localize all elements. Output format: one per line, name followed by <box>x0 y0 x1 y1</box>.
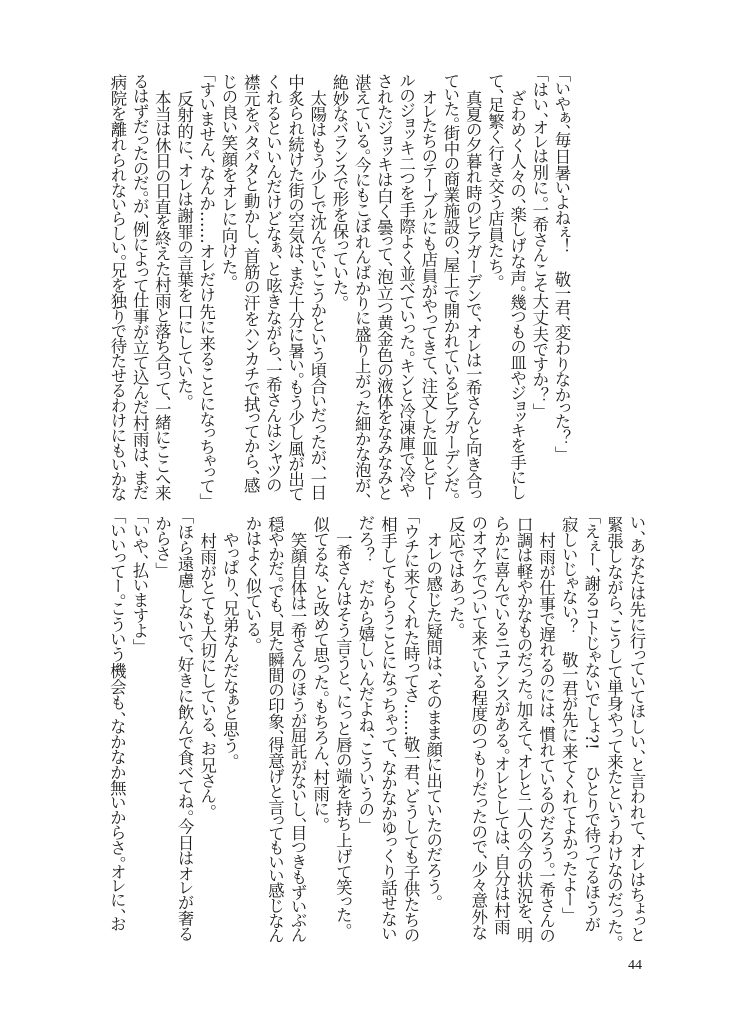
page-number: 44 <box>628 958 642 973</box>
text-line: 本当は休日の日直を終えた村雨と落ち合って、一緒にここへ来 <box>152 74 172 501</box>
text-line: ルのジョッキ二つを手際よく並べていった。キンと冷凍庫で冷や <box>396 74 416 498</box>
text-line: 「すいません、なんか……オレだけ先に来ることになっちゃって」 <box>196 74 216 502</box>
text-line: い、あなたは先に行っていてほしい、と言われて、オレはちょっと <box>627 516 646 943</box>
text-line: 病院を離れられないらしい。兄を独りで待たせるわけにもいかな <box>107 74 127 501</box>
text-line: 反射的に、オレは謝罪の言葉を口にしていた。 <box>174 74 194 403</box>
text-line: 「ウチに来てくれた時ってさ……敬一君、どうしても子供たちの <box>401 516 421 943</box>
text-line: 村雨が仕事で遅れるのには、慣れているのだろう。一希さんの <box>536 516 556 943</box>
text-line: だろ？ だから嬉しいんだよね、こういうの」 <box>355 516 375 826</box>
text-line: 似てるな、と改めて思った。もちろん、村雨に。 <box>310 516 330 826</box>
text-line: 一希さんはそう言うと、にっと唇の端を持ち上げて笑った。 <box>333 516 353 932</box>
text-line: らかに喜んでいるニュアンスがある。オレとしては、自分は村雨 <box>491 516 511 935</box>
text-line: かはよく似ている。 <box>242 516 262 646</box>
text-line: るはずだったのだ。が、例によって仕事が立て込んだ村雨は、まだ <box>130 74 150 501</box>
text-line: 口調は軽やかなものだった。加えて、オレと二人の今の状況を、明 <box>514 516 534 943</box>
text-line: 寂しいじゃない？ 敬一君が先に来てくれてよかったよー」 <box>559 516 579 916</box>
text-line: て、足繁く行き交う店員たち。 <box>485 74 505 283</box>
text-line: 「いやぁ、毎日暑いよねぇ！ 敬一君、変わりなかった？」 <box>552 74 571 455</box>
text-line: 「いや、払いますよ」 <box>129 516 149 647</box>
text-line: からさ」 <box>152 516 172 571</box>
text-line: 太陽はもう少しで沈んでいこうかという頃合いだったが、一日 <box>307 74 327 501</box>
text-line: オレたちのテーブルにも店員がやってきて、注文した皿とビー <box>418 74 438 501</box>
text-line: 笑顔自体は一希さんのほうが屈託がないし、目つきもずいぶん <box>288 516 308 943</box>
text-line: ていた。街中の商業施設の、屋上で開かれているビアガーデンだ。 <box>440 74 460 501</box>
text-line: 村雨がとても大切にしている、お兄さん。 <box>197 516 217 813</box>
text-line: 「ほら遠慮しないで、好きに飲んで食べてね。今日はオレが奢る <box>175 516 195 942</box>
text-line: のオマケでついて来ている程度のつもりだったので、少々意外な <box>468 516 488 941</box>
text-line: 相手してもらうことになっちゃって、なかなかゆっくり話せない <box>378 516 398 941</box>
text-line: 襟元をパタパタと動かし、首筋の汗をハンカチで拭ってから、感 <box>241 74 261 494</box>
text-line: 緊張しながら、こうして単身やって来たというわけなのだった。 <box>604 516 624 944</box>
text-block-top <box>106 74 572 502</box>
text-line: じの良い笑顔をオレに向けた。 <box>218 74 238 283</box>
text-line: 湛えている。今にもこぼれんばかりに盛り上がった細かな泡が、 <box>352 74 372 501</box>
text-line: 「はい、オレは別に。一希さんこそ大丈夫ですか？」 <box>529 74 549 412</box>
text-line: されたジョッキは白く曇って、泡立つ黄金色の液体をなみなみと <box>374 74 394 501</box>
text-line: 「いいってー。こういう機会も、なかなか無いからさ。オレに、お <box>107 516 127 933</box>
text-line: 反応ではあった。 <box>446 516 466 631</box>
text-line: ざわめく人々の、楽しげな声。幾つもの皿やジョッキを手にし <box>507 74 527 501</box>
text-line: オレの感じた疑問は、そのまま顔に出ていたのだろう。 <box>423 516 443 903</box>
text-line: 真夏の夕暮れ時のビアガーデンで、オレは一希さんと向き合っ <box>463 74 483 501</box>
text-line: 穏やかだ。でも、見た瞬間の印象、得意げと言ってもいい感じなん <box>265 516 285 943</box>
text-line: 絶妙なバランスで形を保っていた。 <box>329 74 349 304</box>
text-line: 中炙られ続けた街の空気は、まだ十分に暑い。もう少し風が出て <box>285 74 305 501</box>
text-line: 「えぇー、謝るコトじゃないでしょ?! ひとりで待ってるほうが <box>581 516 601 932</box>
text-block-bottom <box>105 516 647 944</box>
text-line: くれるといいんだけどなぁ、と呟きながら、一希さんはシャツの <box>263 74 283 493</box>
text-line: やっぱり、兄弟なんだなぁと思う。 <box>220 516 240 762</box>
